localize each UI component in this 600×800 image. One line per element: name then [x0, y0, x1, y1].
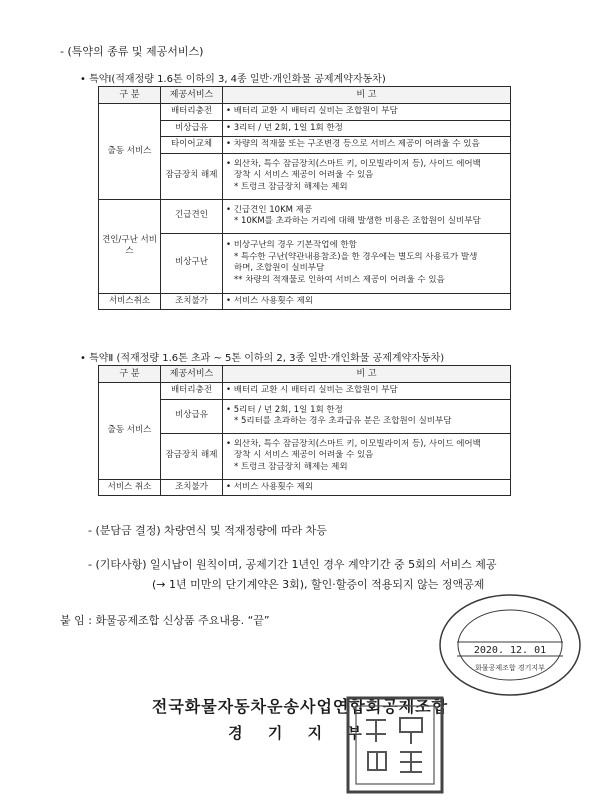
category-dispatch: 출동 서비스 [99, 383, 161, 479]
service-cell: 긴급견인 [161, 199, 223, 233]
table-row [99, 399, 511, 433]
header-note: 비 고 [223, 366, 511, 383]
service-cell: 조치불가 [161, 479, 223, 495]
stamp-org-text: 화물공제조합 경기지부 [475, 664, 545, 672]
special-contract-2-table [98, 365, 511, 496]
category-dispatch: 출동 서비스 [99, 104, 161, 199]
table-row [99, 120, 511, 136]
table-row [99, 383, 511, 399]
table-row [99, 233, 511, 293]
table-header-row [99, 87, 511, 104]
note-cell: • 외산차, 특수 잠금장치(스마트 키, 이모빌라이저 등), 사이드 에어백 장착 시 서비스 제공이 어려울 수 있음 * 트렁크 잠금장치 해제는 제외 [223, 433, 511, 479]
special-contract-2-title: • 특약Ⅱ (적재정량 1.6톤 초과 ~ 5톤 이하의 2, 3종 일반·개인화물 공제계약자동차) [80, 353, 445, 364]
branch-name: 경 기 지 부 [228, 724, 372, 742]
table-row [99, 293, 511, 309]
burden-paragraph: - (분담금 결정) 차량연식 및 적재정량에 따라 차등 [88, 524, 327, 537]
header-service: 제공서비스 [161, 87, 223, 104]
note-cell: • 5리터 / 년 2회, 1일 1회 한정 * 5리터를 초과하는 경우 초과급유 분은 조합원이 실비부담 [223, 399, 511, 433]
organization-name: 전국화물자동차운송사업연합회공제조합 [151, 697, 449, 716]
note-cell: • 3리터 / 년 2회, 1일 1회 한정 [223, 120, 511, 136]
note-cell: • 비상구난의 경우 기본작업에 한함 * 특수한 구난(약관내용참조)을 한 경우에는 별도의 사용료가 발생 하며, 조합원이 실비부담 ** 차량의 적재물로 인하여 서비스 제공이 어려울 수 있음 [223, 233, 511, 293]
note-cell: • 외산차, 특수 잠금장치(스마트 키, 이모빌라이저 등), 사이드 에어백 장착 시 서비스 제공이 어려울 수 있음 * 트렁크 잠금장치 해제는 제외 [223, 153, 511, 199]
service-cell: 타이어교체 [161, 137, 223, 153]
table-row [99, 137, 511, 153]
header-category: 구 분 [99, 366, 161, 383]
table-row [99, 153, 511, 199]
service-cell: 비상급유 [161, 399, 223, 433]
note-cell: • 차량의 적재물 또는 구조변경 등으로 서비스 제공이 어려울 수 있음 [223, 137, 511, 153]
service-cell: 잠금장치 해제 [161, 433, 223, 479]
table-row [99, 433, 511, 479]
note-cell: • 긴급견인 10KM 제공 * 10KM를 초과하는 거리에 대해 발생한 비용은 조합원이 실비부담 [223, 199, 511, 233]
category-cancel: 서비스취소 [99, 293, 161, 309]
section-heading: - (특약의 종류 및 제공서비스) [60, 45, 204, 58]
note-cell: • 배터리 교환 시 배터리 실비는 조합원이 부담 [223, 383, 511, 399]
note-cell: • 서비스 사용횟수 제외 [223, 479, 511, 495]
service-cell: 조치불가 [161, 293, 223, 309]
stamp-date-text: 2020. 12. 01 [473, 645, 547, 656]
category-tow: 견인/구난 서비스 [99, 199, 161, 293]
service-cell: 비상구난 [161, 233, 223, 293]
other-paragraph-line-1: - (기타사항) 일시납이 원칙이며, 공제기간 1년인 경우 계약기간 중 5회의 서비스 제공 [88, 558, 497, 571]
attachment-line: 붙 임 : 화물공제조합 신상품 주요내용. “끝” [60, 614, 270, 627]
other-paragraph-line-2: (→ 1년 미만의 단기계약은 3회), 할인·할증이 적용되지 않는 정액공제 [152, 578, 485, 591]
service-cell: 배터리충전 [161, 104, 223, 120]
header-service: 제공서비스 [161, 366, 223, 383]
table-row [99, 199, 511, 233]
special-contract-1-title: • 특약Ⅰ(적재정량 1.6톤 이하의 3, 4종 일반·개인화물 공제계약자동차) [80, 74, 386, 85]
table-row [99, 479, 511, 495]
special-contract-1-table [98, 86, 511, 310]
header-category: 구 분 [99, 87, 161, 104]
service-cell: 배터리충전 [161, 383, 223, 399]
note-cell: • 서비스 사용횟수 제외 [223, 293, 511, 309]
service-cell: 비상급유 [161, 120, 223, 136]
table-header-row [99, 366, 511, 383]
table-row [99, 104, 511, 120]
header-note: 비 고 [223, 87, 511, 104]
service-cell: 잠금장치 해제 [161, 153, 223, 199]
date-stamp-icon [435, 590, 585, 700]
note-cell: • 배터리 교환 시 배터리 실비는 조합원이 부담 [223, 104, 511, 120]
official-seal-icon [340, 690, 450, 800]
category-cancel: 서비스 취소 [99, 479, 161, 495]
